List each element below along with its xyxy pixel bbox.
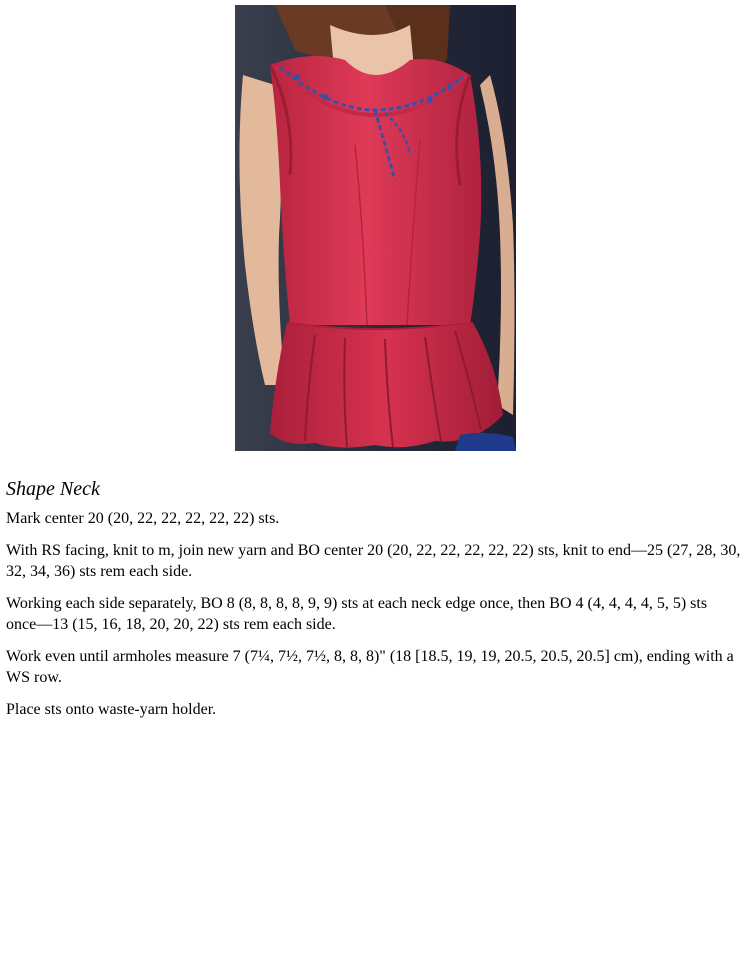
jeans (455, 433, 516, 451)
instruction-paragraph: Mark center 20 (20, 22, 22, 22, 22, 22) sts. (6, 510, 280, 527)
knit-peplum-top-photo (235, 5, 516, 451)
garment-illustration (235, 5, 516, 451)
bodice (270, 56, 481, 325)
pattern-instructions (6, 476, 741, 731)
instruction-paragraph: Working each side separately, BO 8 (8, 8, 8, 8, 9, 9) sts at each neck edge once, then BO 4 (4, 4, 4, 4, 5, 5) sts once—13 (15, 16, 18, 20, 20, 22) sts rem each side. (6, 595, 708, 633)
instruction-paragraph: Work even until armholes measure 7 (7¼, 7½, 7½, 8, 8, 8)" (18 [18.5, 19, 19, 20.5, 20.5, 20.5] cm), ending with a WS row. (6, 648, 734, 686)
section-heading: Shape Neck (6, 478, 100, 500)
instruction-paragraph: Place sts onto waste-yarn holder. (6, 701, 217, 718)
instruction-paragraph: With RS facing, knit to m, join new yarn and BO center 20 (20, 22, 22, 22, 22, 22) sts, knit to end—25 (27, 28, 30, 32, 34, 36) sts rem each side. (6, 542, 741, 580)
